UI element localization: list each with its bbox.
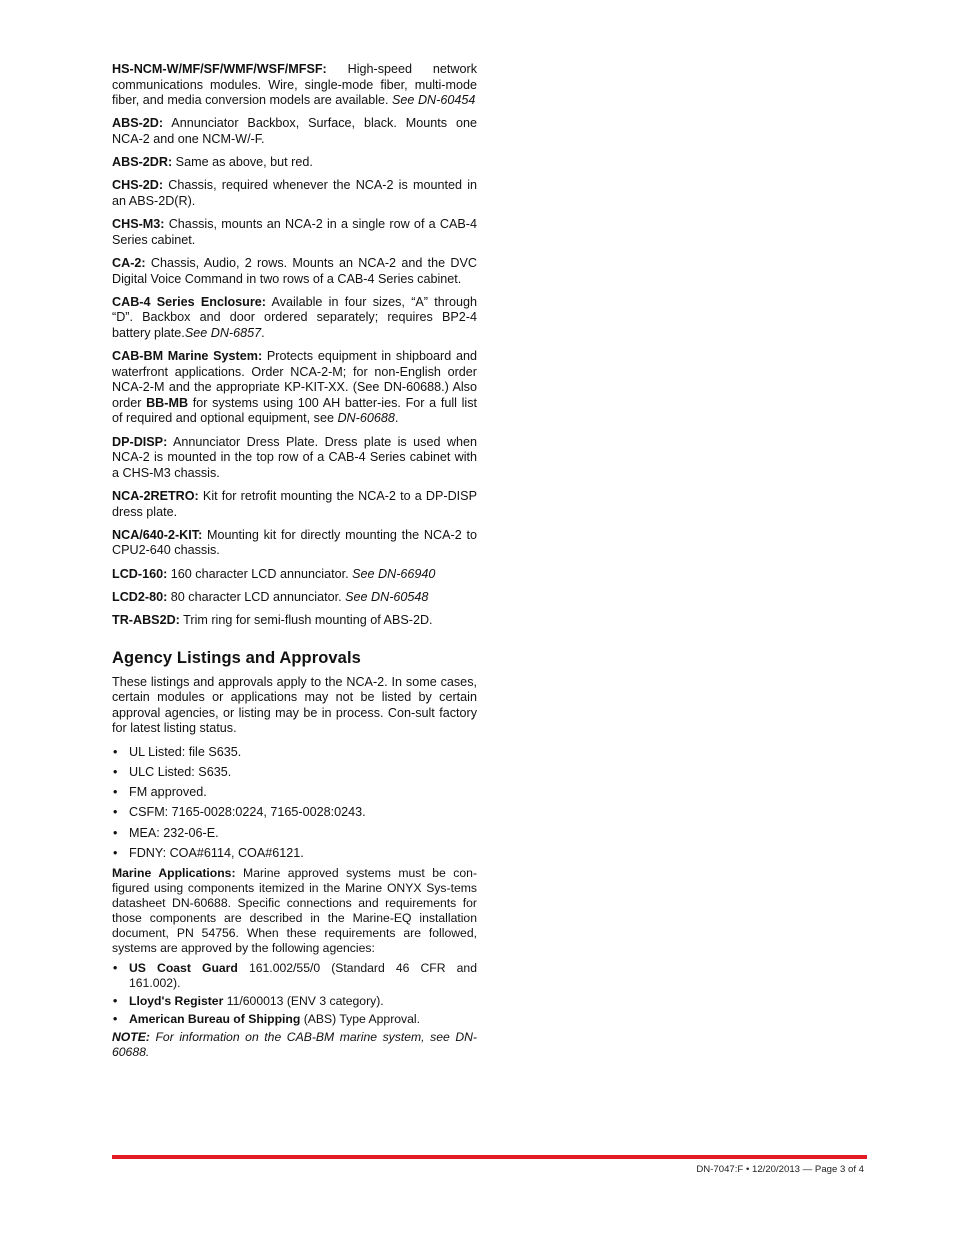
list-item: • CSFM: 7165-0028:0224, 7165-0028:0243. [112,805,477,821]
entry-abs-2dr: ABS-2DR: Same as above, but red. [112,155,313,170]
list-item: • UL Listed: file S635. [112,745,477,761]
entry-chs-m3: CHS-M3: Chassis, mounts an NCA-2 in a single row of a CAB-4 Series cabinet. [112,217,477,247]
marine-agency-list [112,961,477,1027]
entry-abs-2d: ABS-2D: Annunciator Backbox, Surface, black. Mounts one NCA-2 and one NCM-W/-F. [112,116,477,146]
entry-cab-4: CAB-4 Series Enclosure: Available in four sizes, “A” through “D”. Backbox and door ordered separately; requires BP2-4 battery plate.See DN-6857. [112,294,477,340]
entry-hs-ncm: HS-NCM-W/MF/SF/WMF/WSF/MFSF: High-speed network communications modules. Wire, single-mode fiber, multi-mode fiber, and media conversion models are available. See DN-60454 [112,62,477,108]
entry-ca-2: CA-2: Chassis, Audio, 2 rows. Mounts an NCA-2 and the DVC Digital Voice Command in two rows of a CAB-4 Series cabinet. [112,255,477,286]
entry-nca-2retro: NCA-2RETRO: Kit for retrofit mounting the NCA-2 to a DP-DISP dress plate. [112,489,477,519]
list-item: • Lloyd's Register 11/600013 (ENV 3 category). [112,994,477,1009]
entry-lcd2-80: LCD2-80: 80 character LCD annunciator. See DN-60548 [112,589,429,604]
list-item: • FDNY: COA#6114, COA#6121. [112,846,477,862]
entry-lcd-160: LCD-160: 160 character LCD annunciator. See DN-66940 [112,566,436,581]
agency-intro: These listings and approvals apply to the NCA-2. In some cases, certain modules or applications may not be listed by certain approval agencies, or listing may be in process. Con-sult factory for latest listing status. [112,674,477,736]
entry-nca-640-kit: NCA/640-2-KIT: Mounting kit for directly mounting the NCA-2 to CPU2-640 chassis. [112,527,477,558]
marine-applications-paragraph: Marine Applications: Marine approved systems must be con-figured using components itemized in the Marine ONYX Sys-tems datasheet DN-60688. Specific connections and requirements for those components are described in the Marine-EQ installation document, PN 54756. When these requirements are followed, systems are approved by the following agencies: [112,866,477,956]
footer-rule [112,1155,867,1159]
list-item: • US Coast Guard 161.002/55/0 (Standard 46 CFR and 161.002). [112,961,477,991]
list-item: • FM approved. [112,785,477,801]
list-item: • MEA: 232-06-E. [112,826,477,842]
agency-heading: Agency Listings and Approvals [112,648,361,667]
list-item: • ULC Listed: S635. [112,765,477,781]
agency-bullet-list [112,745,477,862]
entry-cab-bm: CAB-BM Marine System: Protects equipment in shipboard and waterfront applications. Order NCA-2-M; for non-English order NCA-2-M and the appropriate KP-KIT-XX. (See DN-60688.) Also order BB-MB for systems using 100 AH batter-ies. For a full list of required and optional equipment, see DN-60688. [112,349,477,426]
entry-tr-abs2d: TR-ABS2D: Trim ring for semi-flush mounting of ABS-2D. [112,612,433,627]
entry-dp-disp: DP-DISP: Annunciator Dress Plate. Dress plate is used when NCA-2 is mounted in the top row of a CAB-4 Series cabinet with a CHS-M3 chassis. [112,434,477,480]
marine-section [112,866,477,1060]
main-column [112,62,477,1060]
footer-page-info: DN-7047:F • 12/20/2013 — Page 3 of 4 [696,1164,864,1175]
list-item: • American Bureau of Shipping (ABS) Type Approval. [112,1012,477,1027]
entry-chs-2d: CHS-2D: Chassis, required whenever the NCA-2 is mounted in an ABS-2D(R). [112,178,477,208]
note: NOTE: For information on the CAB-BM marine system, see DN-60688. [112,1030,477,1060]
